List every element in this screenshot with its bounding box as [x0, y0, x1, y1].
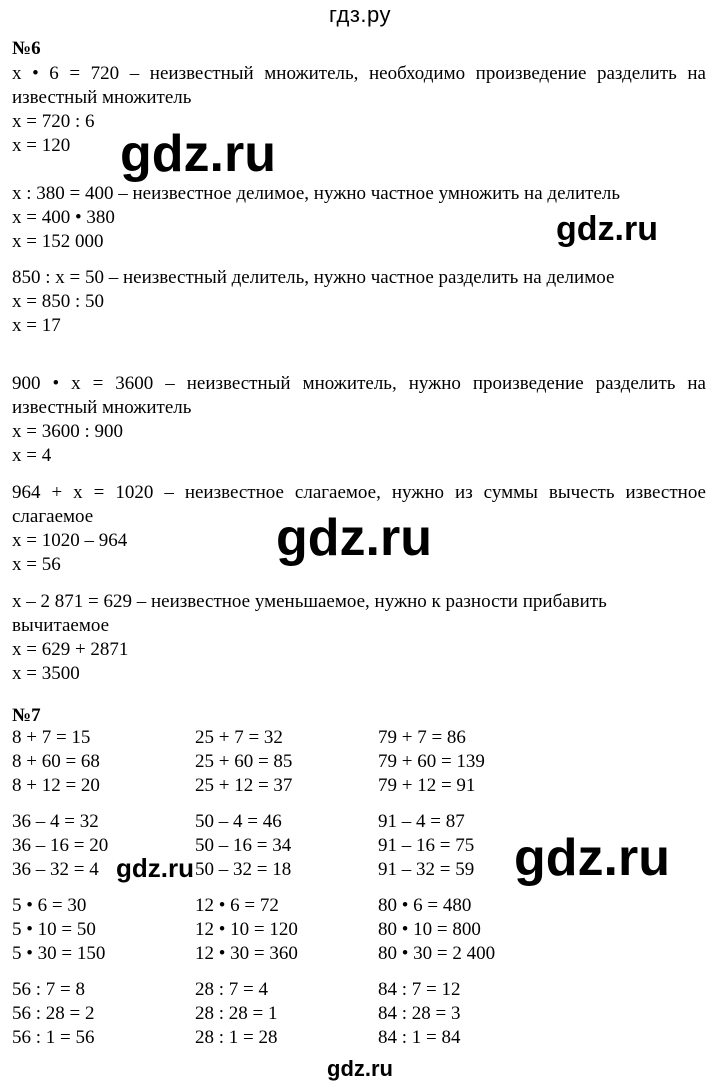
task6-b2-step-2: x = 152 000 [12, 231, 104, 252]
task7-equation: 79 + 60 = 139 [378, 751, 485, 772]
task7-equation: 36 – 32 = 4 [12, 859, 99, 880]
task7-equation: 5 • 10 = 50 [12, 919, 96, 940]
task6-b5-statement-1: 964 + x = 1020 – неизвестное слагаемое, нужно из суммы вычесть известное [12, 482, 706, 503]
watermark-gdz: gdz.ru [514, 829, 670, 887]
task7-equation: 56 : 28 = 2 [12, 1003, 95, 1024]
task6-b3-step-1: x = 850 : 50 [12, 291, 104, 312]
task6-b1-step-2: x = 120 [12, 135, 71, 156]
task7-equation: 56 : 1 = 56 [12, 1027, 95, 1048]
task7-equation: 25 + 12 = 37 [195, 775, 293, 796]
task6-b2-statement-1: x : 380 = 400 – неизвестное делимое, нужно частное умножить на делитель [12, 183, 621, 204]
task6-b6-statement-2: вычитаемое [12, 615, 110, 636]
task7-equation: 91 – 16 = 75 [378, 835, 475, 856]
task7-equation: 36 – 16 = 20 [12, 835, 109, 856]
site-header: гдз.ру [328, 2, 392, 27]
task7-equation: 5 • 30 = 150 [12, 943, 106, 964]
task7-equation: 84 : 28 = 3 [378, 1003, 461, 1024]
task7-equation: 80 • 6 = 480 [378, 895, 472, 916]
task7-equation: 28 : 28 = 1 [195, 1003, 278, 1024]
task7-equation: 91 – 32 = 59 [378, 859, 475, 880]
task7-equation: 8 + 12 = 20 [12, 775, 100, 796]
task6-b1-step-1: x = 720 : 6 [12, 111, 95, 132]
task7-equation: 80 • 10 = 800 [378, 919, 481, 940]
task7-equation: 25 + 7 = 32 [195, 727, 283, 748]
task7-equation: 25 + 60 = 85 [195, 751, 293, 772]
task7-equation: 8 + 60 = 68 [12, 751, 100, 772]
task6-b6-step-1: x = 629 + 2871 [12, 639, 129, 660]
site-footer: gdz.ru [327, 1056, 393, 1081]
task6-b5-statement-2: слагаемое [12, 506, 94, 527]
task7-equation: 50 – 32 = 18 [195, 859, 292, 880]
task7-equation: 8 + 7 = 15 [12, 727, 91, 748]
task6-b4-statement-2: известный множитель [12, 397, 192, 418]
task7-equation: 36 – 4 = 32 [12, 811, 99, 832]
task7-equation: 79 + 12 = 91 [378, 775, 476, 796]
task6-b1-statement-1: x • 6 = 720 – неизвестный множитель, необходимо произведение разделить на [12, 63, 706, 84]
task6-b5-step-1: x = 1020 – 964 [12, 530, 128, 551]
task6-title: №6 [12, 38, 41, 59]
task7-equation: 84 : 1 = 84 [378, 1027, 461, 1048]
watermark-gdz: gdz.ru [556, 210, 658, 248]
task6-b4-step-1: x = 3600 : 900 [12, 421, 123, 442]
watermark-gdz: gdz.ru [120, 125, 276, 183]
task7-equation: 12 • 10 = 120 [195, 919, 298, 940]
task7-equation: 56 : 7 = 8 [12, 979, 85, 1000]
watermark-gdz: gdz.ru [116, 853, 194, 883]
watermark-gdz: gdz.ru [276, 509, 432, 567]
task7-equation: 5 • 6 = 30 [12, 895, 87, 916]
task6-b2-step-1: x = 400 • 380 [12, 207, 115, 228]
task6-b4-statement-1: 900 • x = 3600 – неизвестный множитель, нужно произведение разделить на [12, 373, 706, 394]
task6-b6-step-2: x = 3500 [12, 663, 80, 684]
task7-equation: 28 : 1 = 28 [195, 1027, 278, 1048]
task7-equation: 84 : 7 = 12 [378, 979, 461, 1000]
task7-equation: 12 • 30 = 360 [195, 943, 298, 964]
task6-b1-statement-2: известный множитель [12, 87, 192, 108]
task6-b3-step-2: x = 17 [12, 315, 61, 336]
task6-b3-statement-1: 850 : x = 50 – неизвестный делитель, нужно частное разделить на делимое [12, 267, 615, 288]
task6-b5-step-2: x = 56 [12, 554, 61, 575]
task7-equation: 79 + 7 = 86 [378, 727, 466, 748]
task7-equation: 50 – 16 = 34 [195, 835, 292, 856]
task7-equation: 28 : 7 = 4 [195, 979, 268, 1000]
task6-b6-statement-1: x – 2 871 = 629 – неизвестное уменьшаемое, нужно к разности прибавить [12, 591, 607, 612]
task7-title: №7 [12, 705, 41, 726]
task7-equation: 50 – 4 = 46 [195, 811, 282, 832]
task7-equation: 91 – 4 = 87 [378, 811, 465, 832]
task7-equation: 80 • 30 = 2 400 [378, 943, 496, 964]
task6-b4-step-2: x = 4 [12, 445, 52, 466]
task7-equation: 12 • 6 = 72 [195, 895, 279, 916]
